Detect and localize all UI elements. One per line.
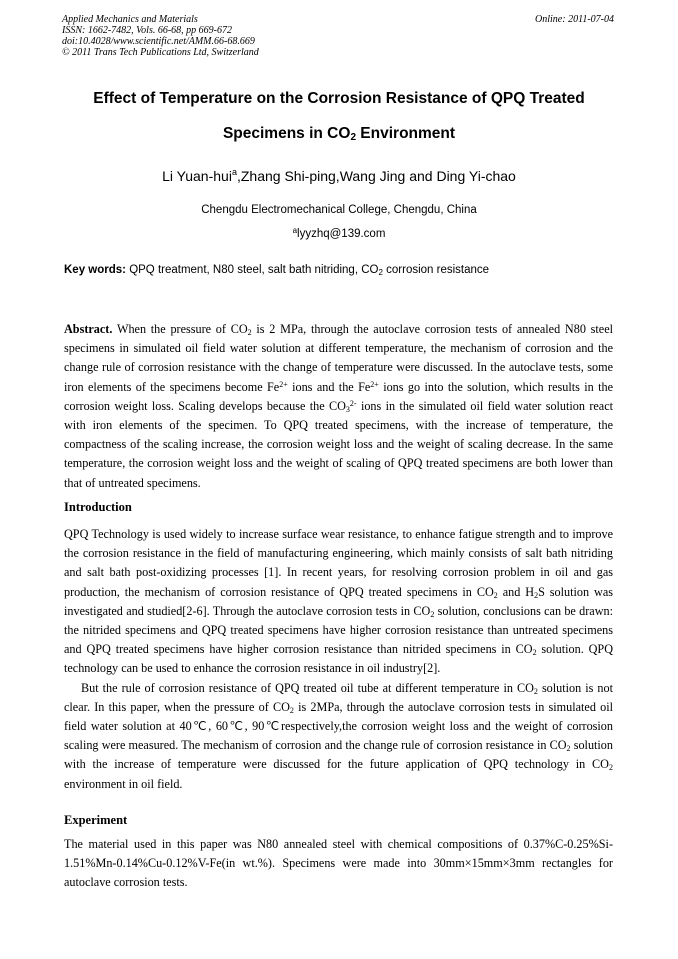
author-list: Li Yuan-hui$^a$,Zhang Shi-ping,Wang Jing and Ding Yi-chao bbox=[162, 167, 516, 184]
paper-title-line-1: Effect of Temperature on the Corrosion Resistance of QPQ Treated bbox=[93, 90, 585, 107]
introduction-body bbox=[64, 525, 613, 794]
issn-line: ISSN: 1662-7482, Vols. 66-68, pp 669-672 bbox=[62, 25, 232, 36]
author-email: $^a$lyyzhq@139.com bbox=[292, 226, 386, 240]
online-date: Online: 2011-07-04 bbox=[535, 14, 614, 25]
keywords: Key words: QPQ treatment, N80 steel, salt bath nitriding, $CO_2$ corrosion resistance bbox=[64, 264, 490, 277]
abstract-label: Abstract. bbox=[64, 322, 113, 336]
doi-line: doi:10.4028/www.scientific.net/AMM.66-68.669 bbox=[62, 36, 255, 47]
journal-header bbox=[62, 14, 259, 58]
section-heading-experiment: Experiment bbox=[64, 813, 128, 827]
journal-name: Applied Mechanics and Materials bbox=[62, 14, 198, 25]
intro-paragraph-1: QPQ Technology is used widely to increase surface wear resistance, to enhance fatigue strength and to improve the corrosion resistance in the field of manufacturing engineering, which mainly consists of salt bath nitriding and salt bath post-oxidizing processes [1]. In recent years, for resolving corrosion problem in oil and gas production, the mechanism of corrosion resistance of QPQ treated specimens in $CO_2$ and $H_2S$ solution was investigated and studied[2-6]. Through the autoclave corrosion tests in $CO_2$ solution, conclusions can be drawn: the nitrided specimens and QPQ treated specimens have higher corrosion resistance than untreated specimens and QPQ treated specimens have higher corrosion resistance than nitrided specimens in $CO_2$ solution. QPQ technology can be used to enhance the corrosion resistance in oil industry[2]. bbox=[64, 527, 613, 676]
experiment-paragraph-1: The material used in this paper was N80 annealed steel with chemical compositions of 0.37%C-0.25%Si-1.51%Mn-0.14%Cu-0.12%V-Fe(in wt.%). Specimens were made into 30mm×15mm×3mm rectangles for autoclave corrosion tests. bbox=[64, 837, 613, 890]
affiliation: Chengdu Electromechanical College, Chengdu, China bbox=[201, 204, 477, 216]
section-heading-introduction: Introduction bbox=[64, 500, 132, 514]
intro-paragraph-2: But the rule of corrosion resistance of QPQ treated oil tube at different temperature in $CO_2$ solution is not clear. In this paper, when the pressure of $CO_2$ is 2MPa, through the autoclave corrosion tests in simulated oil field water solution at 40℃, 60℃, 90℃respectively,the corrosion weight loss and the weight of corrosion scaling were measured. The mechanism of corrosion and the change rule of corrosion resistance in $CO_2$ solution with the increase of temperature were discussed for the future application of QPQ technology in $CO_2$ environment in oil field. bbox=[64, 680, 613, 791]
copyright-line: © 2011 Trans Tech Publications Ltd, Switzerland bbox=[62, 47, 259, 58]
paper-title-line-2: Specimens in $CO_2$ Environment bbox=[222, 125, 456, 143]
experiment-body bbox=[64, 835, 613, 893]
abstract: Abstract. When the pressure of $CO_2$ is 2 MPa, through the autoclave corrosion tests of annealed N80 steel specimens in simulated oil field water solution at different temperature, the mechanism of corrosion and the change rule of corrosion resistance with the change of temperature were discussed. In the autoclave tests, some iron elements of the specimens become $Fe^{2+}$ ions and the $Fe^{2+}$ ions go into the solution, which results in the corrosion weight loss. Scaling develops because the $CO_3^{2-}$ ions in the simulated oil field water solution react with iron elements of the specimen. To QPQ treated specimens, with the increase of temperature, the compactness of the scaling increase, the corrosion weight loss and the weight of scaling decrease. In the same temperature, the corrosion weight loss and the weight of scaling of QPQ treated specimens are both lower than that of untreated specimens. bbox=[64, 322, 614, 490]
